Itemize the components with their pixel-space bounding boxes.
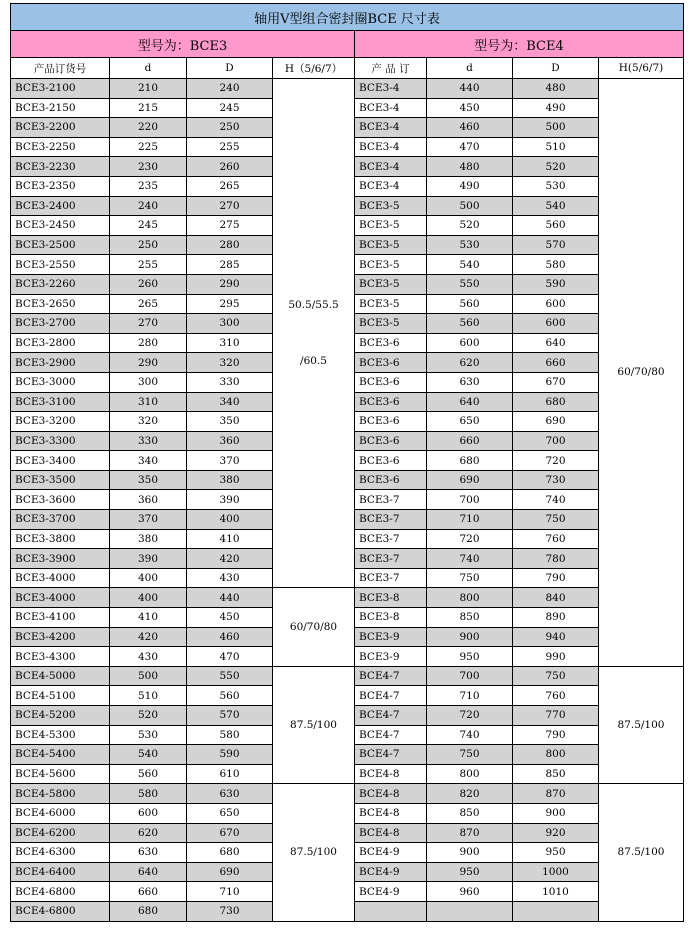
right-cell-d: 600 bbox=[427, 333, 513, 353]
right-cell-d: 800 bbox=[427, 764, 513, 784]
left-cell-d: 215 bbox=[110, 98, 187, 118]
right-cell-D: 570 bbox=[513, 235, 599, 255]
left-cell-order-no: BCE4-5600 bbox=[11, 764, 110, 784]
left-cell-d: 580 bbox=[110, 784, 187, 804]
left-cell-d: 400 bbox=[110, 568, 187, 588]
left-cell-order-no: BCE3-2550 bbox=[11, 255, 110, 275]
right-cell-order-no: BCE3-6 bbox=[355, 470, 427, 490]
left-cell-d: 420 bbox=[110, 627, 187, 647]
right-cell-D: 660 bbox=[513, 353, 599, 373]
left-cell-D: 300 bbox=[187, 314, 273, 334]
right-h-value bbox=[599, 666, 684, 784]
right-cell-order-no: BCE3-5 bbox=[355, 274, 427, 294]
left-cell-order-no: BCE3-3900 bbox=[11, 549, 110, 569]
right-cell-order-no: BCE4-7 bbox=[355, 686, 427, 706]
right-cell-D: 990 bbox=[513, 647, 599, 667]
right-cell-D: 540 bbox=[513, 196, 599, 216]
right-h-value-line: 60/70/80 bbox=[617, 366, 665, 379]
left-cell-D: 400 bbox=[187, 510, 273, 530]
right-cell-order-no: BCE3-4 bbox=[355, 137, 427, 157]
left-cell-d: 280 bbox=[110, 333, 187, 353]
left-cell-order-no: BCE3-2200 bbox=[11, 118, 110, 138]
right-cell-D: 940 bbox=[513, 627, 599, 647]
left-cell-d: 260 bbox=[110, 274, 187, 294]
left-h-value-line: /60.5 bbox=[300, 355, 327, 368]
left-cell-order-no: BCE3-4000 bbox=[11, 568, 110, 588]
right-cell-order-no: BCE3-4 bbox=[355, 79, 427, 99]
right-cell-D: 580 bbox=[513, 255, 599, 275]
left-h-value-line: 87.5/100 bbox=[290, 846, 337, 859]
left-cell-d: 320 bbox=[110, 412, 187, 432]
left-cell-D: 360 bbox=[187, 431, 273, 451]
left-h-value-line: 87.5/100 bbox=[290, 719, 337, 732]
right-cell-order-no: BCE3-6 bbox=[355, 431, 427, 451]
left-cell-order-no: BCE3-2400 bbox=[11, 196, 110, 216]
right-cell-order-no: BCE4-7 bbox=[355, 725, 427, 745]
right-cell-D: 760 bbox=[513, 686, 599, 706]
right-cell-d: 620 bbox=[427, 353, 513, 373]
right-cell-order-no: BCE3-7 bbox=[355, 549, 427, 569]
left-cell-d: 350 bbox=[110, 470, 187, 490]
right-cell-order-no: BCE4-8 bbox=[355, 764, 427, 784]
right-cell-D: 530 bbox=[513, 176, 599, 196]
left-cell-D: 350 bbox=[187, 412, 273, 432]
left-cell-D: 450 bbox=[187, 608, 273, 628]
left-cell-d: 230 bbox=[110, 157, 187, 177]
right-cell-d: 560 bbox=[427, 314, 513, 334]
left-cell-d: 370 bbox=[110, 510, 187, 530]
left-cell-d: 235 bbox=[110, 176, 187, 196]
right-cell-d: 750 bbox=[427, 568, 513, 588]
right-cell-order-no: BCE3-5 bbox=[355, 235, 427, 255]
right-cell-D: 850 bbox=[513, 764, 599, 784]
right-cell-d: 900 bbox=[427, 627, 513, 647]
right-h-value-line: 87.5/100 bbox=[617, 719, 665, 732]
right-cell-order-no: BCE3-9 bbox=[355, 627, 427, 647]
right-cell-d: 870 bbox=[427, 823, 513, 843]
left-cell-order-no: BCE3-2700 bbox=[11, 314, 110, 334]
left-cell-d: 270 bbox=[110, 314, 187, 334]
right-cell-D: 500 bbox=[513, 118, 599, 138]
right-cell-order-no: BCE4-8 bbox=[355, 803, 427, 823]
left-h-value bbox=[273, 79, 355, 588]
left-cell-order-no: BCE3-3200 bbox=[11, 412, 110, 432]
right-cell-d: 720 bbox=[427, 706, 513, 726]
left-cell-d: 430 bbox=[110, 647, 187, 667]
left-cell-d: 340 bbox=[110, 451, 187, 471]
left-model-label: 型号为：BCE3 bbox=[11, 31, 355, 58]
left-cell-D: 265 bbox=[187, 176, 273, 196]
right-cell-D: 480 bbox=[513, 79, 599, 99]
left-cell-order-no: BCE4-6000 bbox=[11, 803, 110, 823]
left-cell-D: 270 bbox=[187, 196, 273, 216]
left-cell-order-no: BCE4-5200 bbox=[11, 706, 110, 726]
right-cell-D: 870 bbox=[513, 784, 599, 804]
right-cell-D: 640 bbox=[513, 333, 599, 353]
left-cell-d: 310 bbox=[110, 392, 187, 412]
table-row bbox=[11, 588, 684, 608]
left-cell-order-no: BCE3-3100 bbox=[11, 392, 110, 412]
left-cell-d: 620 bbox=[110, 823, 187, 843]
right-cell-D: 750 bbox=[513, 510, 599, 530]
right-cell-D: 760 bbox=[513, 529, 599, 549]
right-cell-order-no: BCE3-6 bbox=[355, 412, 427, 432]
right-cell-order-no: BCE3-5 bbox=[355, 294, 427, 314]
left-cell-D: 295 bbox=[187, 294, 273, 314]
right-cell-order-no bbox=[355, 901, 427, 921]
left-cell-D: 390 bbox=[187, 490, 273, 510]
left-cell-order-no: BCE3-2230 bbox=[11, 157, 110, 177]
left-cell-d: 290 bbox=[110, 353, 187, 373]
left-cell-d: 530 bbox=[110, 725, 187, 745]
right-cell-order-no: BCE3-7 bbox=[355, 568, 427, 588]
right-col-D: D bbox=[513, 58, 599, 79]
right-cell-d: 540 bbox=[427, 255, 513, 275]
right-cell-order-no: BCE4-7 bbox=[355, 745, 427, 765]
left-cell-order-no: BCE3-2100 bbox=[11, 79, 110, 99]
left-cell-d: 660 bbox=[110, 882, 187, 902]
left-cell-order-no: BCE3-2900 bbox=[11, 353, 110, 373]
left-cell-D: 630 bbox=[187, 784, 273, 804]
right-cell-D: 680 bbox=[513, 392, 599, 412]
left-cell-order-no: BCE4-6800 bbox=[11, 901, 110, 921]
right-cell-d: 550 bbox=[427, 274, 513, 294]
left-cell-D: 260 bbox=[187, 157, 273, 177]
left-cell-d: 330 bbox=[110, 431, 187, 451]
right-cell-d: 950 bbox=[427, 862, 513, 882]
left-cell-order-no: BCE3-2250 bbox=[11, 137, 110, 157]
left-cell-order-no: BCE3-4000 bbox=[11, 588, 110, 608]
right-cell-order-no: BCE3-4 bbox=[355, 157, 427, 177]
left-cell-d: 410 bbox=[110, 608, 187, 628]
right-cell-order-no: BCE3-6 bbox=[355, 451, 427, 471]
left-cell-order-no: BCE3-2350 bbox=[11, 176, 110, 196]
left-cell-D: 340 bbox=[187, 392, 273, 412]
right-cell-d: 950 bbox=[427, 647, 513, 667]
right-cell-order-no: BCE4-9 bbox=[355, 882, 427, 902]
table-row bbox=[11, 784, 684, 804]
left-cell-D: 470 bbox=[187, 647, 273, 667]
right-cell-D: 690 bbox=[513, 412, 599, 432]
right-cell-order-no: BCE3-8 bbox=[355, 608, 427, 628]
left-cell-D: 430 bbox=[187, 568, 273, 588]
table-title: 轴用V型组合密封圈BCE 尺寸表 bbox=[11, 4, 684, 31]
right-cell-d: 680 bbox=[427, 451, 513, 471]
left-cell-d: 390 bbox=[110, 549, 187, 569]
right-col-H: H(5/6/7) bbox=[599, 58, 684, 79]
right-cell-d: 440 bbox=[427, 79, 513, 99]
right-cell-order-no: BCE3-6 bbox=[355, 372, 427, 392]
right-cell-d: 850 bbox=[427, 803, 513, 823]
right-col-d: d bbox=[427, 58, 513, 79]
left-cell-order-no: BCE3-2500 bbox=[11, 235, 110, 255]
right-cell-D: 700 bbox=[513, 431, 599, 451]
left-cell-order-no: BCE4-5100 bbox=[11, 686, 110, 706]
right-cell-d: 740 bbox=[427, 549, 513, 569]
left-cell-D: 245 bbox=[187, 98, 273, 118]
left-cell-D: 275 bbox=[187, 216, 273, 236]
left-cell-d: 245 bbox=[110, 216, 187, 236]
right-cell-D: 890 bbox=[513, 608, 599, 628]
left-cell-d: 360 bbox=[110, 490, 187, 510]
right-cell-order-no: BCE4-9 bbox=[355, 862, 427, 882]
right-cell-order-no: BCE4-8 bbox=[355, 784, 427, 804]
left-cell-d: 250 bbox=[110, 235, 187, 255]
right-cell-order-no: BCE3-5 bbox=[355, 314, 427, 334]
right-cell-D: 1010 bbox=[513, 882, 599, 902]
left-cell-D: 280 bbox=[187, 235, 273, 255]
left-cell-D: 380 bbox=[187, 470, 273, 490]
left-cell-D: 710 bbox=[187, 882, 273, 902]
right-cell-order-no: BCE3-4 bbox=[355, 176, 427, 196]
right-cell-D: 600 bbox=[513, 294, 599, 314]
right-cell-D: 590 bbox=[513, 274, 599, 294]
left-cell-D: 370 bbox=[187, 451, 273, 471]
right-cell-order-no: BCE3-6 bbox=[355, 353, 427, 373]
left-cell-order-no: BCE3-4100 bbox=[11, 608, 110, 628]
left-cell-order-no: BCE4-5000 bbox=[11, 666, 110, 686]
right-cell-order-no: BCE4-7 bbox=[355, 666, 427, 686]
left-cell-d: 400 bbox=[110, 588, 187, 608]
right-cell-D: 720 bbox=[513, 451, 599, 471]
right-cell-order-no: BCE4-9 bbox=[355, 843, 427, 863]
left-cell-order-no: BCE3-2450 bbox=[11, 216, 110, 236]
left-cell-d: 630 bbox=[110, 843, 187, 863]
right-cell-d: 750 bbox=[427, 745, 513, 765]
left-cell-D: 250 bbox=[187, 118, 273, 138]
right-cell-order-no: BCE3-5 bbox=[355, 196, 427, 216]
left-cell-d: 255 bbox=[110, 255, 187, 275]
right-cell-d: 530 bbox=[427, 235, 513, 255]
left-col-order-no: 产品订货号 bbox=[11, 58, 110, 79]
left-cell-D: 680 bbox=[187, 843, 273, 863]
left-cell-D: 610 bbox=[187, 764, 273, 784]
right-cell-D: 750 bbox=[513, 666, 599, 686]
left-cell-order-no: BCE3-2650 bbox=[11, 294, 110, 314]
right-cell-order-no: BCE3-8 bbox=[355, 588, 427, 608]
right-cell-D: 840 bbox=[513, 588, 599, 608]
left-cell-D: 670 bbox=[187, 823, 273, 843]
right-cell-order-no: BCE3-4 bbox=[355, 98, 427, 118]
left-cell-order-no: BCE3-4200 bbox=[11, 627, 110, 647]
left-cell-D: 590 bbox=[187, 745, 273, 765]
table-row bbox=[11, 666, 684, 686]
right-h-value bbox=[599, 784, 684, 921]
right-cell-d: 900 bbox=[427, 843, 513, 863]
right-cell-D: 600 bbox=[513, 314, 599, 334]
left-cell-order-no: BCE3-3700 bbox=[11, 510, 110, 530]
left-cell-D: 460 bbox=[187, 627, 273, 647]
left-cell-order-no: BCE3-4300 bbox=[11, 647, 110, 667]
left-cell-D: 240 bbox=[187, 79, 273, 99]
left-cell-D: 420 bbox=[187, 549, 273, 569]
right-cell-D: 510 bbox=[513, 137, 599, 157]
right-cell-D: 790 bbox=[513, 725, 599, 745]
left-cell-order-no: BCE4-5300 bbox=[11, 725, 110, 745]
right-cell-d: 450 bbox=[427, 98, 513, 118]
table-row bbox=[11, 79, 684, 99]
right-cell-d: 560 bbox=[427, 294, 513, 314]
left-cell-d: 600 bbox=[110, 803, 187, 823]
right-cell-order-no: BCE3-7 bbox=[355, 510, 427, 530]
right-cell-d: 660 bbox=[427, 431, 513, 451]
left-cell-order-no: BCE3-3000 bbox=[11, 372, 110, 392]
left-h-value bbox=[273, 784, 355, 921]
left-cell-d: 680 bbox=[110, 901, 187, 921]
left-cell-D: 255 bbox=[187, 137, 273, 157]
left-cell-d: 500 bbox=[110, 666, 187, 686]
right-cell-d: 700 bbox=[427, 666, 513, 686]
left-cell-order-no: BCE4-5400 bbox=[11, 745, 110, 765]
right-model-label: 型号为：BCE4 bbox=[355, 31, 684, 58]
right-cell-D: 490 bbox=[513, 98, 599, 118]
left-cell-D: 285 bbox=[187, 255, 273, 275]
right-cell-order-no: BCE3-5 bbox=[355, 255, 427, 275]
right-cell-order-no: BCE4-8 bbox=[355, 823, 427, 843]
right-cell-d: 630 bbox=[427, 372, 513, 392]
left-cell-order-no: BCE3-2260 bbox=[11, 274, 110, 294]
left-cell-order-no: BCE3-3800 bbox=[11, 529, 110, 549]
left-cell-D: 560 bbox=[187, 686, 273, 706]
right-cell-D: 1000 bbox=[513, 862, 599, 882]
right-cell-d: 850 bbox=[427, 608, 513, 628]
right-cell-d: 800 bbox=[427, 588, 513, 608]
right-cell-d: 960 bbox=[427, 882, 513, 902]
left-cell-d: 265 bbox=[110, 294, 187, 314]
left-cell-order-no: BCE4-6400 bbox=[11, 862, 110, 882]
left-cell-d: 240 bbox=[110, 196, 187, 216]
right-cell-d: 720 bbox=[427, 529, 513, 549]
left-cell-D: 730 bbox=[187, 901, 273, 921]
left-col-d: d bbox=[110, 58, 187, 79]
right-cell-d: 460 bbox=[427, 118, 513, 138]
right-cell-D: 560 bbox=[513, 216, 599, 236]
right-cell-D: 780 bbox=[513, 549, 599, 569]
left-h-value bbox=[273, 588, 355, 666]
right-cell-order-no: BCE3-7 bbox=[355, 490, 427, 510]
right-cell-D: 950 bbox=[513, 843, 599, 863]
left-cell-order-no: BCE3-3600 bbox=[11, 490, 110, 510]
right-cell-order-no: BCE3-5 bbox=[355, 216, 427, 236]
left-cell-order-no: BCE4-6800 bbox=[11, 882, 110, 902]
right-cell-D: 730 bbox=[513, 470, 599, 490]
right-cell-order-no: BCE3-7 bbox=[355, 529, 427, 549]
right-cell-d: 710 bbox=[427, 686, 513, 706]
left-cell-d: 300 bbox=[110, 372, 187, 392]
left-cell-d: 510 bbox=[110, 686, 187, 706]
left-cell-D: 290 bbox=[187, 274, 273, 294]
right-cell-D: 790 bbox=[513, 568, 599, 588]
right-cell-d: 520 bbox=[427, 216, 513, 236]
left-cell-D: 410 bbox=[187, 529, 273, 549]
left-col-H: H（5/6/7） bbox=[273, 58, 355, 79]
right-cell-d: 650 bbox=[427, 412, 513, 432]
left-cell-D: 580 bbox=[187, 725, 273, 745]
right-cell-order-no: BCE3-4 bbox=[355, 118, 427, 138]
right-cell-d: 690 bbox=[427, 470, 513, 490]
right-cell-D: 670 bbox=[513, 372, 599, 392]
left-cell-D: 650 bbox=[187, 803, 273, 823]
size-table bbox=[10, 3, 684, 922]
left-h-value-line: 60/70/80 bbox=[289, 621, 338, 634]
right-cell-order-no: BCE3-9 bbox=[355, 647, 427, 667]
left-cell-d: 225 bbox=[110, 137, 187, 157]
right-h-value-line: 87.5/100 bbox=[617, 846, 665, 859]
left-cell-d: 220 bbox=[110, 118, 187, 138]
right-cell-D: 740 bbox=[513, 490, 599, 510]
right-cell-order-no: BCE4-7 bbox=[355, 706, 427, 726]
left-cell-D: 570 bbox=[187, 706, 273, 726]
right-cell-D bbox=[513, 901, 599, 921]
left-cell-D: 440 bbox=[187, 588, 273, 608]
left-cell-d: 540 bbox=[110, 745, 187, 765]
left-cell-D: 550 bbox=[187, 666, 273, 686]
left-cell-order-no: BCE3-3400 bbox=[11, 451, 110, 471]
left-cell-D: 320 bbox=[187, 353, 273, 373]
right-h-value bbox=[599, 79, 684, 667]
right-cell-order-no: BCE3-6 bbox=[355, 392, 427, 412]
right-cell-d: 700 bbox=[427, 490, 513, 510]
left-cell-order-no: BCE3-2800 bbox=[11, 333, 110, 353]
left-cell-order-no: BCE3-3300 bbox=[11, 431, 110, 451]
left-cell-order-no: BCE3-2150 bbox=[11, 98, 110, 118]
left-cell-d: 520 bbox=[110, 706, 187, 726]
right-cell-d: 480 bbox=[427, 157, 513, 177]
right-cell-d: 470 bbox=[427, 137, 513, 157]
left-cell-order-no: BCE4-6200 bbox=[11, 823, 110, 843]
left-cell-D: 690 bbox=[187, 862, 273, 882]
right-cell-D: 520 bbox=[513, 157, 599, 177]
right-cell-order-no: BCE3-6 bbox=[355, 333, 427, 353]
left-cell-d: 380 bbox=[110, 529, 187, 549]
right-cell-d: 820 bbox=[427, 784, 513, 804]
right-cell-d: 640 bbox=[427, 392, 513, 412]
right-cell-d: 710 bbox=[427, 510, 513, 530]
right-cell-D: 920 bbox=[513, 823, 599, 843]
right-col-order-no: 产 品 订 bbox=[355, 58, 427, 79]
left-cell-order-no: BCE4-5800 bbox=[11, 784, 110, 804]
left-cell-d: 640 bbox=[110, 862, 187, 882]
right-cell-D: 800 bbox=[513, 745, 599, 765]
left-cell-order-no: BCE4-6300 bbox=[11, 843, 110, 863]
left-cell-order-no: BCE3-3500 bbox=[11, 470, 110, 490]
right-cell-D: 900 bbox=[513, 803, 599, 823]
right-cell-d bbox=[427, 901, 513, 921]
left-col-D: D bbox=[187, 58, 273, 79]
left-cell-D: 310 bbox=[187, 333, 273, 353]
left-cell-D: 330 bbox=[187, 372, 273, 392]
left-h-value bbox=[273, 666, 355, 784]
right-cell-d: 500 bbox=[427, 196, 513, 216]
right-cell-d: 490 bbox=[427, 176, 513, 196]
left-cell-d: 560 bbox=[110, 764, 187, 784]
left-h-value-line: 50.5/55.5 bbox=[288, 299, 339, 312]
right-cell-D: 770 bbox=[513, 706, 599, 726]
right-cell-d: 740 bbox=[427, 725, 513, 745]
left-cell-d: 210 bbox=[110, 79, 187, 99]
